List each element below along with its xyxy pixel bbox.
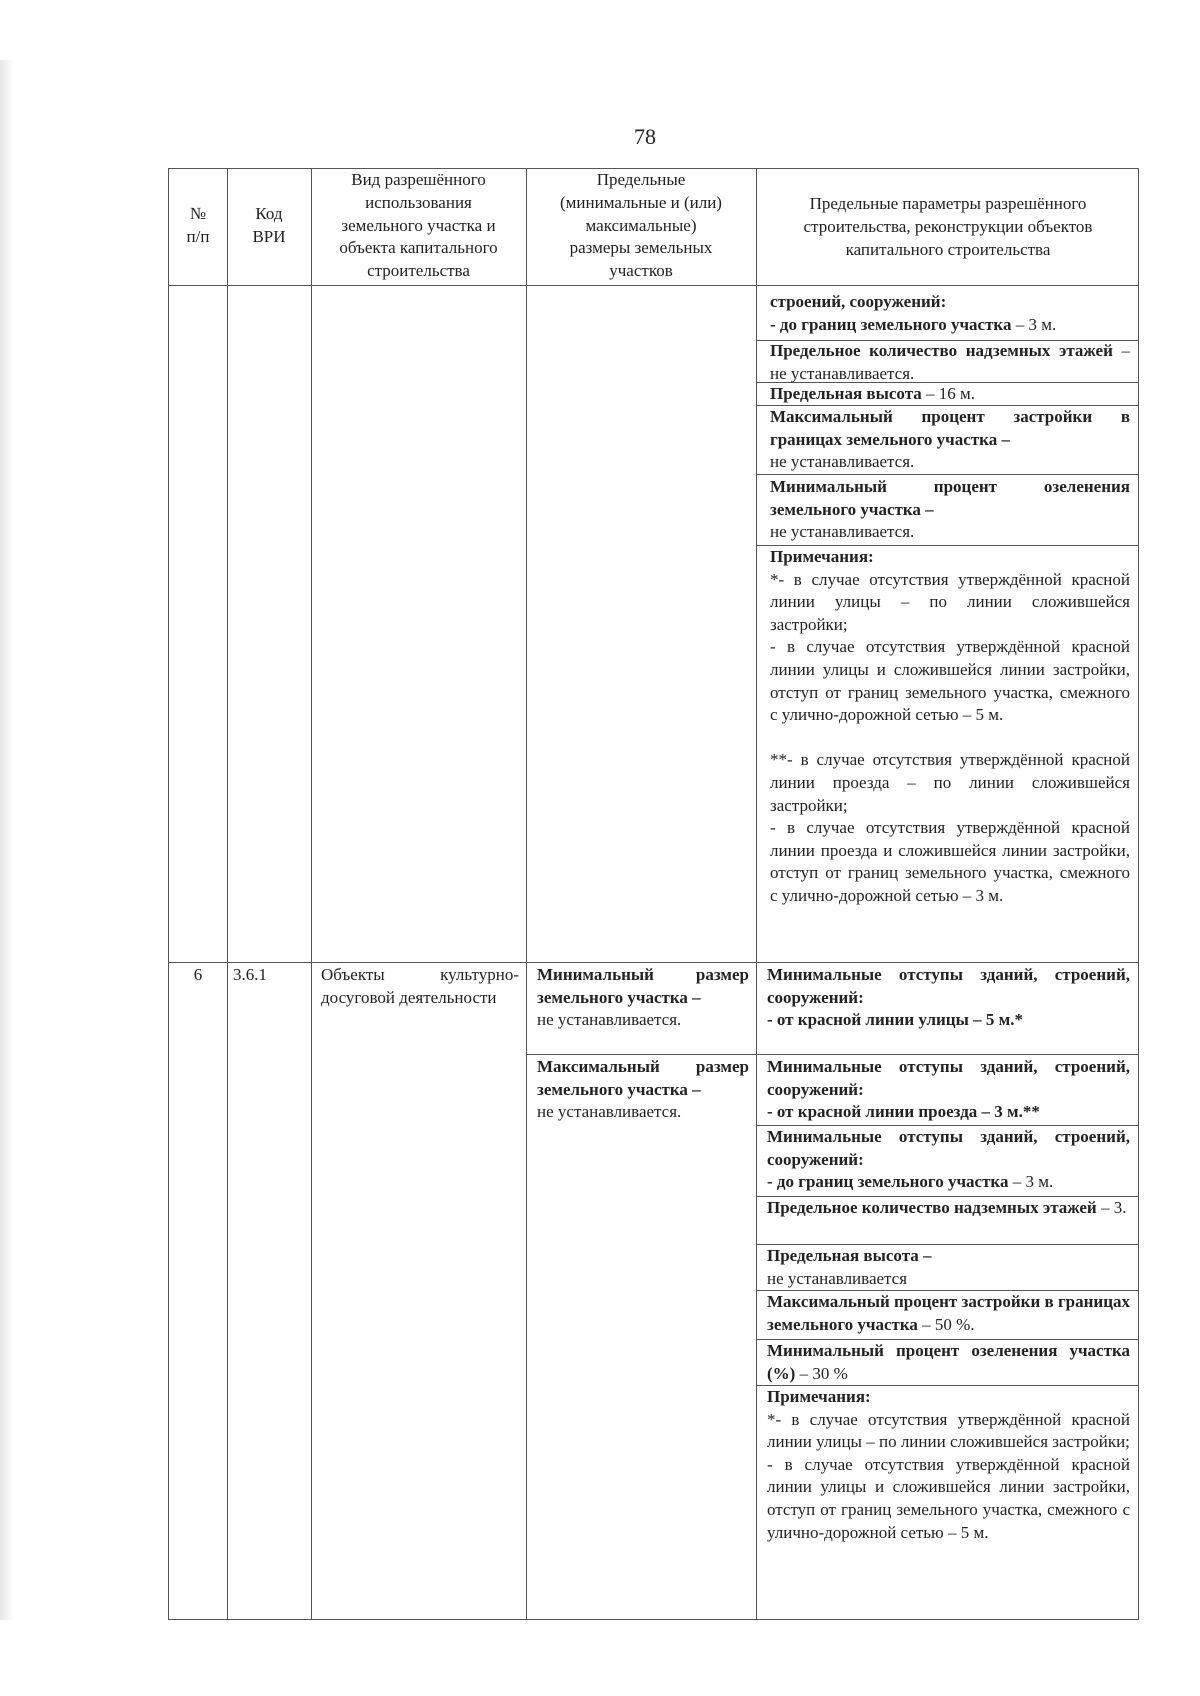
param-title: Максимальный размер земельного участка – bbox=[537, 1057, 749, 1099]
param-value: – 3 м. bbox=[1011, 314, 1057, 334]
row6-use: Объекты культурно-досуговой деятельности bbox=[321, 965, 519, 1007]
param-value: не устанавливается. bbox=[770, 522, 915, 542]
param-value: – 30 % bbox=[795, 1363, 848, 1383]
row6-height bbox=[767, 1245, 1130, 1290]
col-divider bbox=[756, 169, 757, 1619]
header-params-line: строительства, реконструкции объектов bbox=[803, 216, 1093, 236]
note-paragraph: - в случае отсутствия утверждённой красной линии улицы и сложившейся линии застройки, отступ от границ земельного участка, смежного с улично-дорожной сетью – 5 м. bbox=[767, 1454, 1130, 1542]
header-size-line: размеры земельных bbox=[569, 238, 713, 258]
row-rule bbox=[526, 1054, 1138, 1055]
header-size-line: участков bbox=[609, 261, 673, 281]
header-params-line: Предельные параметры разрешённого bbox=[809, 194, 1087, 213]
row6-num: 6 bbox=[193, 965, 203, 984]
param-title: Минимальный процент озеленения земельного участка – bbox=[770, 477, 1130, 519]
header-size-line: максимальные) bbox=[585, 215, 697, 235]
row6-greenery bbox=[767, 1340, 1130, 1385]
row6-max-size bbox=[537, 1056, 749, 1124]
prev-floors bbox=[770, 340, 1130, 385]
param-line: - до границ земельного участка bbox=[767, 1172, 1009, 1192]
param-title: Минимальные отступы зданий, строений, сооружений: bbox=[767, 1057, 1130, 1099]
row6-min-size bbox=[537, 964, 749, 1032]
param-line: - до границ земельного участка bbox=[770, 314, 1012, 334]
col-divider bbox=[311, 169, 312, 1619]
param-title: Предельное количество надземных этажей bbox=[770, 341, 1113, 360]
prev-notes bbox=[770, 546, 1130, 908]
scan-edge-shadow bbox=[0, 60, 14, 1620]
row6-setback-drive bbox=[767, 1056, 1130, 1124]
prev-setback-cont bbox=[770, 291, 1130, 336]
param-line: - от красной линии проезда – 3 м.** bbox=[767, 1102, 1040, 1122]
note-paragraph: с улично-дорожной сетью – 3 м. bbox=[770, 885, 1004, 905]
param-title: Минимальный процент озеленения участка (%) bbox=[767, 1341, 1130, 1383]
header-code-line: Код bbox=[255, 204, 283, 223]
header-bottom-rule bbox=[169, 285, 1138, 286]
header-use-line: объекта капитального bbox=[339, 238, 498, 258]
header-use-line: земельного участка и bbox=[341, 215, 496, 235]
header-code bbox=[227, 203, 311, 249]
row6-floors bbox=[767, 1197, 1130, 1220]
row6-setback-street bbox=[767, 964, 1130, 1032]
param-value: – 3 м. bbox=[1008, 1172, 1054, 1192]
prev-greenery bbox=[770, 476, 1130, 544]
note-spacer bbox=[770, 727, 1130, 750]
param-value: – 50 %. bbox=[917, 1314, 975, 1334]
row6-top-rule bbox=[169, 962, 1138, 963]
header-size-line: Предельные bbox=[596, 170, 686, 189]
param-title: Предельная высота bbox=[770, 384, 922, 403]
param-value: не устанавливается. bbox=[537, 1010, 682, 1030]
row6-notes bbox=[767, 1386, 1130, 1544]
row-rule bbox=[756, 474, 1138, 475]
param-value: не устанавливается bbox=[767, 1268, 908, 1288]
header-use-line: строительства bbox=[367, 261, 470, 281]
header-params bbox=[756, 193, 1140, 261]
header-params-line: капитального строительства bbox=[845, 239, 1051, 259]
note-paragraph: - в случае отсутствия утверждённой красной линии проезда и сложившейся линии застройки, отступ от границ земельного участка, смежного bbox=[770, 818, 1130, 883]
note-paragraph: *- в случае отсутствия утверждённой красной линии улицы – по линии сложившейся застройки; bbox=[770, 569, 1130, 634]
zoning-parameters-table bbox=[168, 168, 1139, 1620]
header-num-line: п/п bbox=[186, 226, 210, 246]
param-value: не устанавливается. bbox=[770, 452, 915, 472]
note-paragraph: *- в случае отсутствия утверждённой красной линии улицы – по линии сложившейся застройки; bbox=[767, 1409, 1130, 1452]
row6-setback-border bbox=[767, 1126, 1130, 1194]
param-value: не устанавливается. bbox=[537, 1102, 682, 1122]
page-number: 78 bbox=[634, 124, 656, 149]
col-divider bbox=[227, 169, 228, 1619]
header-use-line: использования bbox=[365, 192, 472, 212]
notes-title: Примечания: bbox=[770, 547, 874, 566]
param-title: Предельная высота – bbox=[767, 1246, 932, 1265]
header-num bbox=[169, 203, 227, 249]
param-title: Предельное количество надземных этажей bbox=[767, 1198, 1097, 1217]
param-value: – 3. bbox=[1096, 1198, 1127, 1217]
row6-code: 3.6.1 bbox=[233, 965, 267, 984]
param-title: Минимальный размер земельного участка – bbox=[537, 965, 749, 1007]
param-title: строений, сооружений: bbox=[770, 292, 947, 311]
header-code-line: ВРИ bbox=[252, 226, 286, 246]
param-value: – 16 м. bbox=[921, 384, 976, 403]
header-use bbox=[311, 169, 526, 283]
param-title: Максимальный процент застройки в границах земельного участка – bbox=[770, 407, 1130, 449]
note-paragraph: - в случае отсутствия утверждённой красной линии улицы и сложившейся линии застройки, отступ от границ земельного участка, смежного bbox=[770, 637, 1130, 702]
param-line: - от красной линии улицы – 5 м.* bbox=[767, 1010, 1023, 1030]
param-value: – не устанавливается. bbox=[770, 341, 1131, 383]
header-use-line: Вид разрешённого bbox=[351, 170, 486, 189]
note-paragraph: с улично-дорожной сетью – 5 м. bbox=[770, 705, 1004, 725]
prev-height bbox=[770, 383, 1130, 406]
prev-coverage bbox=[770, 406, 1130, 474]
param-title: Минимальные отступы зданий, строений, сооружений: bbox=[767, 965, 1130, 1007]
note-paragraph: **- в случае отсутствия утверждённой красной линии проезда – по линии сложившейся застройки; bbox=[770, 750, 1130, 815]
header-size bbox=[526, 169, 756, 283]
row6-coverage bbox=[767, 1291, 1130, 1336]
param-title: Минимальные отступы зданий, строений, сооружений: bbox=[767, 1127, 1130, 1169]
header-size-line: (минимальные и (или) bbox=[560, 192, 722, 212]
param-title: Максимальный процент застройки в границах земельного участка bbox=[767, 1292, 1131, 1334]
header-num-line: № bbox=[189, 204, 207, 223]
notes-title: Примечания: bbox=[767, 1387, 871, 1406]
col-divider bbox=[526, 169, 527, 1619]
